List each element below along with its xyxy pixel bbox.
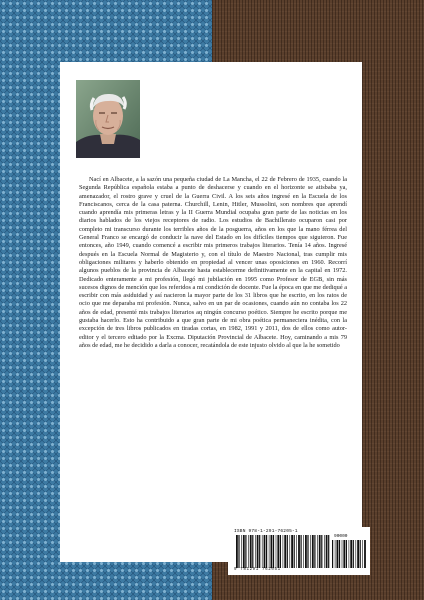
isbn-text: ISBN 978-1-291-76205-1 [234, 529, 298, 534]
barcode-bar [364, 540, 366, 568]
barcode-bar [248, 535, 249, 568]
barcode-bar [350, 540, 352, 568]
barcode-bar [262, 535, 263, 568]
barcode-bar [264, 535, 266, 568]
barcode-bar [241, 535, 242, 568]
barcode-bar [250, 535, 252, 568]
barcode-bar [238, 535, 239, 568]
barcode-bar [303, 535, 304, 568]
barcode-bar [273, 535, 274, 568]
barcode-bar [255, 535, 256, 568]
barcode-bar [277, 535, 279, 568]
barcode-addon-bars [332, 540, 366, 568]
barcode-bar [266, 535, 267, 568]
barcode-bar [243, 535, 245, 568]
barcode-bar [357, 540, 359, 568]
barcode-bar [324, 535, 325, 568]
barcode-bar [314, 535, 315, 568]
barcode-bar [326, 535, 328, 568]
barcode-bar [305, 535, 307, 568]
barcode-bar [339, 540, 340, 568]
barcode-bar [287, 535, 288, 568]
barcode-bar [332, 540, 333, 568]
barcode-bar [284, 535, 286, 568]
barcode-bar [259, 535, 260, 568]
barcode-bar [290, 535, 291, 568]
barcode-bar [328, 535, 329, 568]
barcode-bar [349, 540, 350, 568]
barcode-bar [236, 535, 238, 568]
barcode-bar [252, 535, 253, 568]
barcode-bar [276, 535, 277, 568]
author-biography: Nací en Albacete, a la sazón una pequeña ciudad de La Mancha, el 22 de Febrero de 1935, cuando la Segunda República española estaba a punto de deshacerse y cuando en el horizonte se atisbaba ya, amenazador, el rostro grave y cruel de la Guerra Civil. A los seis años ingresé en la Escuela de los Franciscanos, cerca de la casa paterna. Churchill, Lenin, Hitler, Mussolini, son nombres que aprendí cuando aprendía mis primeras letras y la II Guerra Mundial ocupaba gran parte de las noticias en los diarios hablados de los viejos receptores de radio. Los estudios de Bachillerato ocuparon casi por completo mi transcurso durante los terribles años de la posguerra, años en los que la mano férrea del General Franco se encargó de conducir la nave del Estado en los difíciles tiempos que siguieron. Fue entonces, año 1949, cuando comencé a escribir mis primeros trabajos literarios. Tenía 14 años. Ingresé después en la Escuela Normal de Magisterio y, con el título de Maestro Nacional, tras cumplir mis obligaciones militares y haberlo obtenido en propiedad al vencer unas oposiciones en 1960. Recorrí algunos pueblos de la provincia de Albacete hasta establecerme definitivamente en la capital en 1972. Dedicado enteramente a mi profesión, llegó mi jubilación en 1995 como Profesor de EGB, sin más sucesos dignos de mención que los referidos a mi condición de docente. Fue la época en que me dediqué a escribir con más asiduidad y así nacieron la mayor parte de los 31 libros que he escrito, en los ratos de ocio que me deparaba mi profesión. Nunca, salvo en un par de ocasiones, cuando aún no contaba los 22 años de edad, presenté mis trabajos literarios aq ningún concurso poético. Siempre he escrito porque me gustaba hacerlo. Esto ha contribuido a que gran parte de mi obra poética permaneciera inédita, con la excepción de tres libros publicados en tiradas cortas, en 1982, 1991 y 2011, dos de ellos como autor-editor y el tercero editado por la Excma. Diputación Provincial de Albacete. Hoy, caminando a mis 79 años de edad, me he decidido a darla a conocer, recatándola de este injusto olvido al que la he sometido [79, 176, 347, 349]
barcode-bar [346, 540, 347, 568]
back-cover-panel [60, 62, 362, 562]
barcode-bar [343, 540, 345, 568]
barcode-bar [298, 535, 300, 568]
barcode-bar [335, 540, 336, 568]
barcode-bar [353, 540, 354, 568]
barcode-bar [307, 535, 308, 568]
barcode-bar [271, 535, 273, 568]
barcode-bar [301, 535, 302, 568]
barcode-bar [269, 535, 270, 568]
barcode-bar [294, 535, 295, 568]
barcode-bar [310, 535, 311, 568]
author-photo [76, 80, 140, 158]
barcode-bars [236, 535, 330, 568]
barcode-bar [356, 540, 357, 568]
barcode-bar [312, 535, 314, 568]
barcode-bar [296, 535, 297, 568]
barcode-digits: 9 781291 762051 [234, 568, 281, 572]
barcode-bar [291, 535, 293, 568]
barcode-bar [321, 535, 322, 568]
barcode-bar [317, 535, 318, 568]
barcode-bar [342, 540, 343, 568]
price-code: 90000 [334, 534, 348, 539]
barcode-bar [362, 540, 363, 568]
barcode-bar [337, 540, 339, 568]
barcode-bar [283, 535, 284, 568]
isbn-barcode [228, 527, 370, 575]
barcode-bar [257, 535, 259, 568]
barcode-bar [280, 535, 281, 568]
barcode-bar [245, 535, 246, 568]
barcode-bar [319, 535, 321, 568]
barcode-bar [360, 540, 361, 568]
author-portrait-photo-icon [76, 80, 140, 158]
